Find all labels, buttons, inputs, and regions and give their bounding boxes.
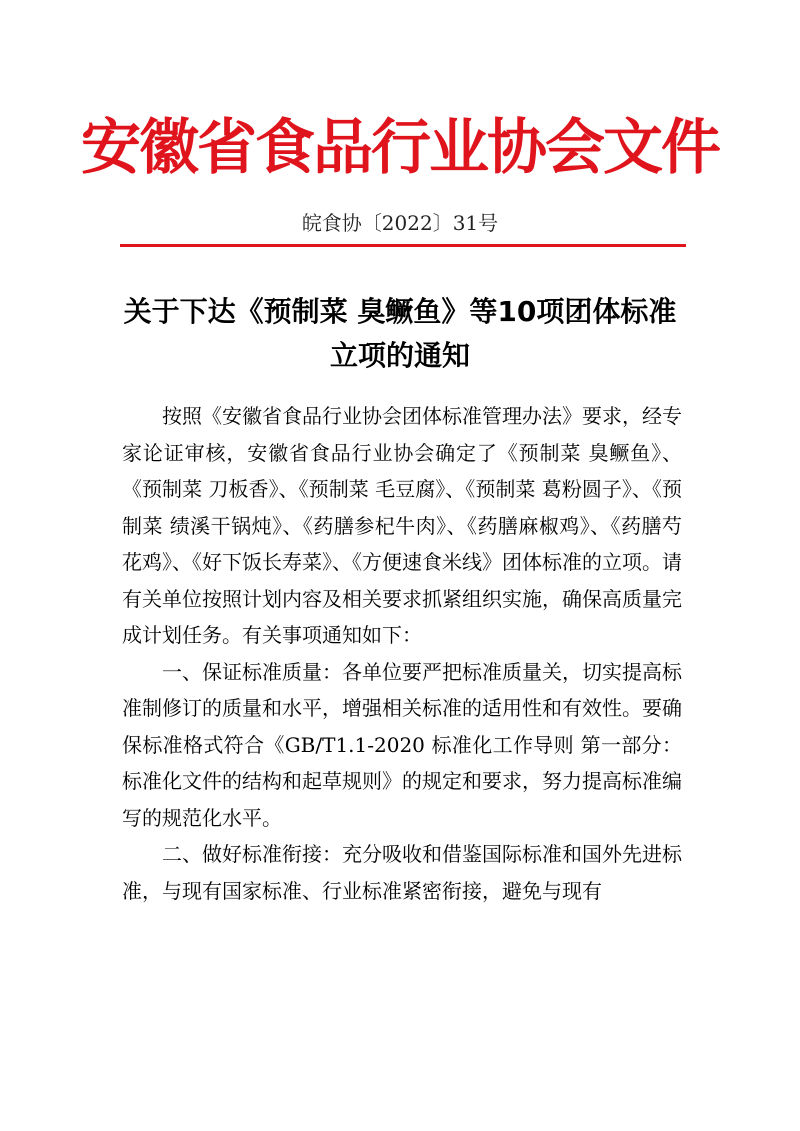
- header-divider: [120, 244, 686, 247]
- org-document-header: 安徽省食品行业协会文件: [81, 113, 719, 183]
- body-paragraph-alignment: 二、做好标准衔接：充分吸收和借鉴国际标准和国外先进标准，与现有国家标准、行业标准紧密衔接，避免与现有: [122, 842, 682, 903]
- body-paragraph-intro: 按照《安徽省食品行业协会团体标准管理办法》要求，经专家论证审核，安徽省食品行业协会确定了《预制菜 臭鳜鱼》、《预制菜 刀板香》、《预制菜 毛豆腐》、《预制菜 葛粉圆子》、《预制菜 绩溪干锅炖》、《药膳参杞牛肉》、《药膳麻椒鸡》、《药膳芍花鸡》、《好下饭长寿菜》、《方便速食米线》团体标准的立项。请有关单位按照计划内容及相关要求抓紧组织实施，确保高质量完成计划任务。有关事项通知如下：: [122, 404, 682, 647]
- body-paragraph-quality: 一、保证标准质量：各单位要严把标准质量关，切实提高标准制修订的质量和水平，增强相关标准的适用性和有效性。要确保标准格式符合《GB/T1.1-2020 标准化工作导则 第一部分：标准化文件的结构和起草规则》的规定和要求，努力提高标准编写的规范化水平。: [122, 659, 682, 830]
- document-number: 皖食协〔2022〕31号: [301, 211, 499, 235]
- notice-title: 关于下达《预制菜 臭鳜鱼》等10项团体标准立项的通知: [123, 295, 677, 372]
- notice-body: [122, 398, 682, 909]
